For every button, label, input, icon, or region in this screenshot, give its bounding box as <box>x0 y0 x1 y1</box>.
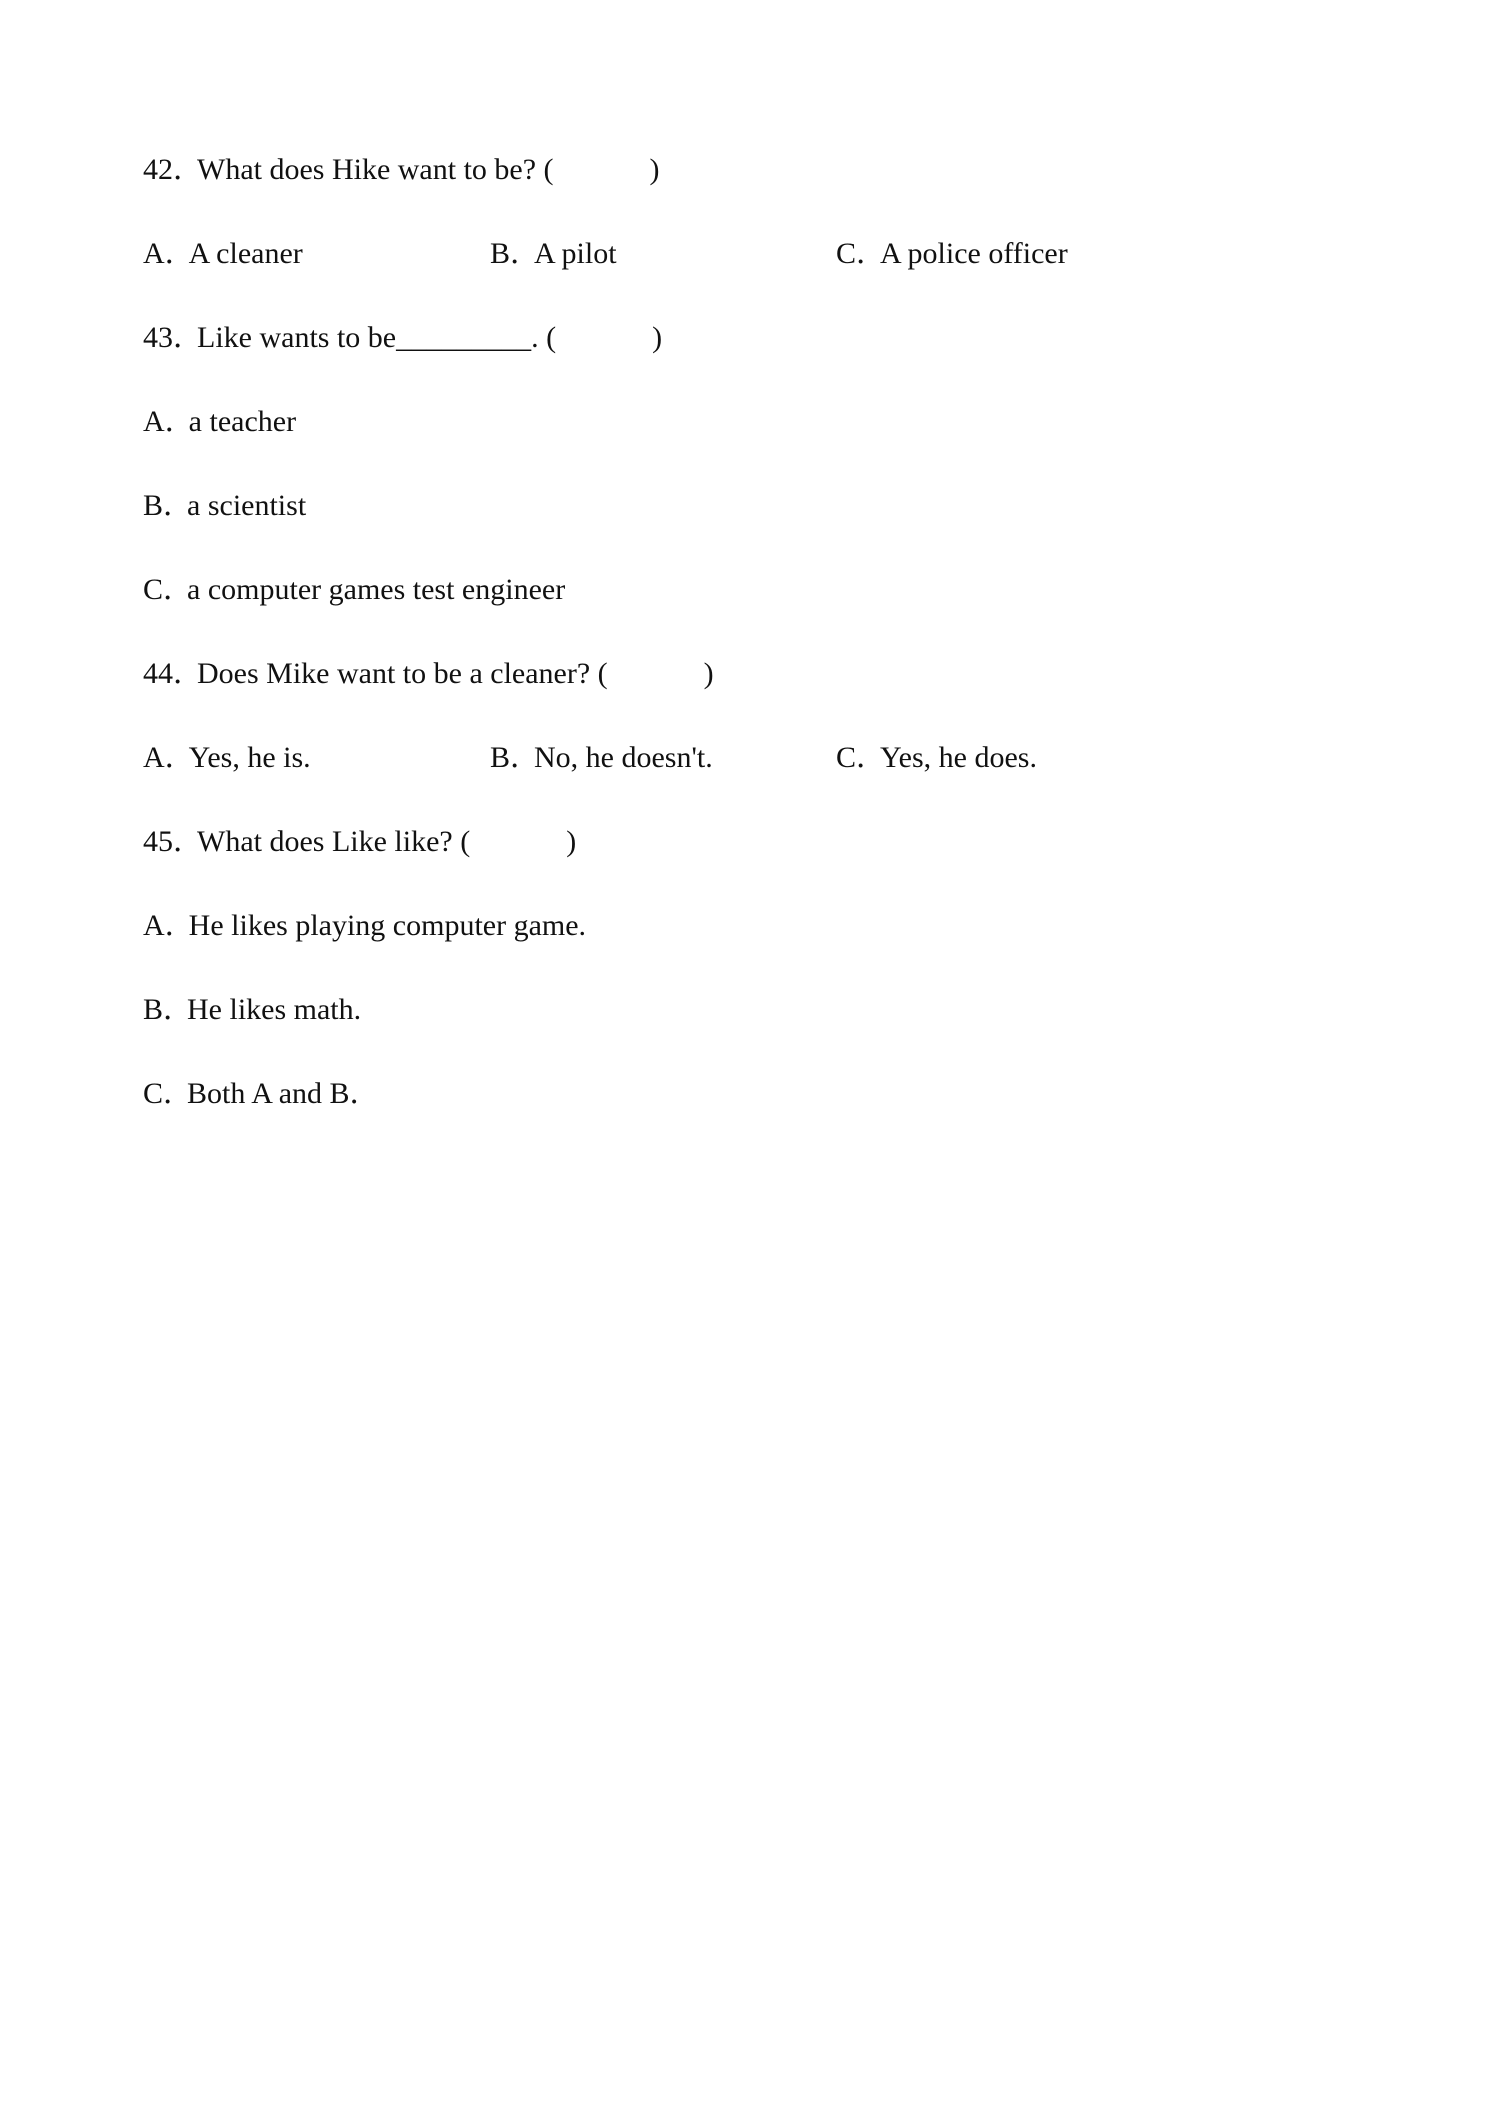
separator: ． <box>163 489 194 522</box>
separator: ． <box>163 993 194 1026</box>
question-text: What does Like like? ( <box>197 825 471 858</box>
option-text: Both A and B． <box>187 1077 380 1110</box>
separator: ． <box>164 909 195 942</box>
question-42 <box>143 148 660 192</box>
option-text: A pilot <box>534 237 617 270</box>
answer-paren-close: ) <box>703 657 714 690</box>
option-a <box>143 400 296 444</box>
option-c <box>836 232 1068 276</box>
separator: ． <box>173 153 203 186</box>
question-text: Like wants to be_________. ( <box>197 321 557 354</box>
option-b <box>143 988 361 1032</box>
question-45 <box>143 820 576 864</box>
question-text: Does Mike want to be a cleaner? ( <box>197 657 608 690</box>
option-text: He likes playing computer game. <box>188 909 587 942</box>
option-letter: B <box>143 993 164 1026</box>
option-text: A cleaner <box>188 237 303 270</box>
separator: ． <box>173 657 203 690</box>
option-a <box>143 232 303 276</box>
option-c <box>143 1072 380 1116</box>
separator: ． <box>510 237 541 270</box>
separator: ． <box>510 741 541 774</box>
option-text: a scientist <box>187 489 307 522</box>
question-number: 43 <box>143 321 173 354</box>
option-letter: B <box>490 237 511 270</box>
option-b <box>490 736 713 780</box>
question-number: 42 <box>143 153 173 186</box>
answer-paren-close: ) <box>652 321 663 354</box>
option-letter: A <box>143 405 165 438</box>
option-b <box>490 232 617 276</box>
separator: ． <box>856 237 887 270</box>
option-letter: C <box>836 741 857 774</box>
option-letter: C <box>836 237 857 270</box>
question-number: 44 <box>143 657 173 690</box>
question-number: 45 <box>143 825 173 858</box>
option-a <box>143 736 311 780</box>
answer-paren-close: ) <box>566 825 577 858</box>
question-43 <box>143 316 662 360</box>
option-a <box>143 904 586 948</box>
question-text: What does Hike want to be? ( <box>197 153 554 186</box>
separator: ． <box>856 741 887 774</box>
option-text: No, he doesn't. <box>534 741 713 774</box>
option-text: Yes, he does. <box>880 741 1037 774</box>
option-b <box>143 484 306 528</box>
separator: ． <box>164 237 195 270</box>
question-44 <box>143 652 714 696</box>
separator: ． <box>173 321 203 354</box>
option-letter: A <box>143 909 165 942</box>
option-c <box>836 736 1037 780</box>
option-letter: A <box>143 237 165 270</box>
option-letter: B <box>490 741 511 774</box>
option-text: Yes, he is. <box>188 741 311 774</box>
option-letter: C <box>143 1077 164 1110</box>
separator: ． <box>164 741 195 774</box>
separator: ． <box>173 825 203 858</box>
option-letter: A <box>143 741 165 774</box>
answer-paren-close: ) <box>649 153 660 186</box>
option-text: He likes math. <box>187 993 362 1026</box>
option-letter: B <box>143 489 164 522</box>
option-text: a computer games test engineer <box>187 573 566 606</box>
option-text: A police officer <box>880 237 1068 270</box>
option-c <box>143 568 565 612</box>
option-letter: C <box>143 573 164 606</box>
separator: ． <box>163 1077 194 1110</box>
separator: ． <box>164 405 195 438</box>
option-text: a teacher <box>188 405 297 438</box>
separator: ． <box>163 573 194 606</box>
